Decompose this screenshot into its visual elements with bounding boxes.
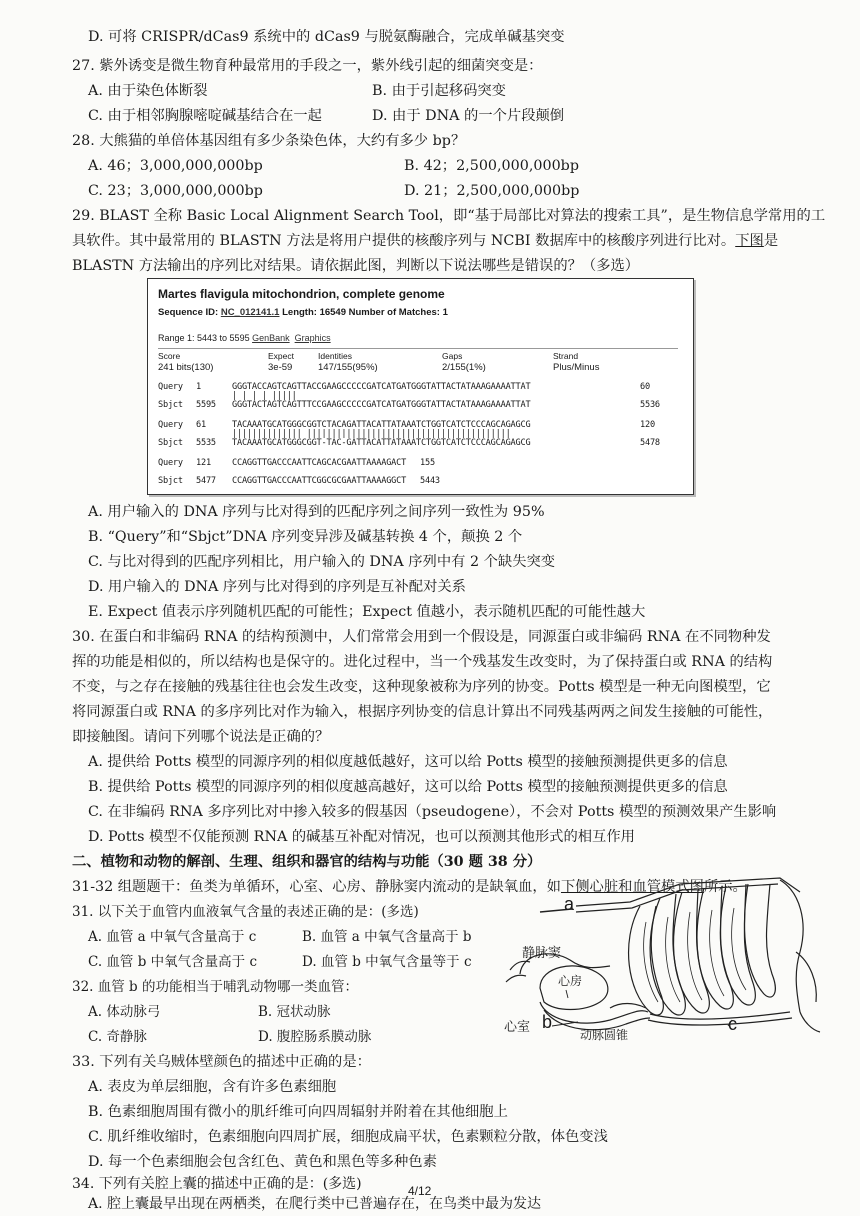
label-vessel-a: a: [564, 894, 575, 914]
subject-sequence: TACAAATGCATGGGCGGT-TAC-GATTACATTATAAATCTGGTCATCTCCCAGCAGAGCG: [232, 438, 531, 448]
q34-stem: 34. 下列有关腔上囊的描述中正确的是：(多选): [72, 1176, 362, 1192]
q29-option-e: E. Expect 值表示序列随机匹配的可能性；Expect 值越小，表示随机匹配的可能性越大: [88, 604, 646, 620]
q32-stem: 32. 血管 b 的功能相当于哺乳动物哪一类血管：: [72, 979, 358, 995]
q27-option-c: C. 由于相邻胸腺嘧啶碱基结合在一起: [88, 108, 322, 124]
blast-result-figure: [147, 278, 694, 495]
q30-option-a: A. 提供给 Potts 模型的同源序列的相似度越低越好，这可以给 Potts 模型的接触预测提供更多的信息: [88, 754, 728, 770]
row-start: 121: [196, 458, 211, 468]
row-label: Query: [158, 382, 183, 392]
match-line: |||||||||||||| |||||||||||||||||||||||||||||||||||||||||: [232, 429, 511, 439]
q30-option-d: D. Potts 模型不仅能预测 RNA 的碱基互补配对情况，也可以预测其他形式的相互作用: [88, 829, 635, 845]
q27-option-d: D. 由于 DNA 的一个片段颠倒: [372, 108, 565, 124]
row-end: 155: [420, 458, 435, 468]
genbank-link[interactable]: GenBank: [252, 333, 290, 343]
q30-stem-line5: 即接触图。请问下列哪个说法是正确的？: [72, 729, 330, 745]
label-ventricle: 心室: [504, 1019, 531, 1034]
q30-option-c: C. 在非编码 RNA 多序列比对中掺入较多的假基因（pseudogene），不会对 Potts 模型的预测效果产生影响: [88, 804, 777, 820]
q28-option-a: A. 46；3,000,000,000bp: [88, 158, 263, 174]
row-label: Sbjct: [158, 400, 183, 410]
q29-option-c: C. 与比对得到的匹配序列相比，用户输入的 DNA 序列中有 2 个缺失突变: [88, 554, 556, 570]
row-end: 5478: [640, 438, 660, 448]
q34-option-a: A. 腔上囊最早出现在两栖类，在爬行类中已普遍存在，在鸟类中最为发达: [88, 1196, 542, 1212]
q29-option-a: A. 用户输入的 DNA 序列与比对得到的匹配序列之间序列一致性为 95%: [88, 504, 545, 520]
score-header: Score: [158, 351, 181, 361]
identities-header: Identities: [318, 351, 353, 361]
match-line: | | | | |||||: [232, 391, 297, 401]
row-label: Query: [158, 420, 183, 430]
q27-stem: 27. 紫外诱变是微生物育种最常用的手段之一，紫外线引起的细菌突变是：: [72, 58, 543, 74]
q32-option-a: A. 体动脉弓: [88, 1004, 161, 1020]
q27-option-b: B. 由于引起移码突变: [372, 83, 506, 99]
row-start: 5477: [196, 476, 216, 486]
expect-header: Expect: [268, 351, 294, 361]
gaps-value: 2/155(1%): [442, 362, 486, 373]
q29-stem-line1: 29. BLAST 全称 Basic Local Alignment Search Tool，即“基于局部比对算法的搜索工具”，是生物信息学常用的工: [72, 208, 826, 224]
q31-option-d: D. 血管 b 中氧气含量等于 c: [302, 954, 472, 970]
label-vessel-b: b: [542, 1012, 553, 1032]
q32-option-c: C. 奇静脉: [88, 1029, 147, 1045]
row-end: 5536: [640, 400, 660, 410]
q30-stem-line1: 30. 在蛋白和非编码 RNA 的结构预测中，人们常常会用到一个假设是，同源蛋白或非编码 RNA 在不同物种发: [72, 629, 771, 645]
q31-option-c: C. 血管 b 中氧气含量高于 c: [88, 954, 258, 970]
score-value: 241 bits(130): [158, 362, 214, 373]
q30-stem-line2: 挥的功能是相似的，所以结构也是保守的。进化过程中，当一个残基发生改变时，为了保持蛋白或 RNA 的结构: [72, 654, 773, 670]
q29-stem-line2: 具软件。其中最常用的 BLASTN 方法是将用户提供的核酸序列与 NCBI 数据库中的核酸序列进行比对。下图是: [72, 233, 779, 249]
q33-option-d: D. 每一个色素细胞会包含红色、黄色和黑色等多种色素: [88, 1154, 437, 1170]
row-end: 5443: [420, 476, 440, 486]
q32-option-d: D. 腹腔肠系膜动脉: [258, 1029, 372, 1045]
subject-sequence: GGGTACTAGTCAGTTTCCGAAGCCCCCGATCATGATGGGTATTACTATAAAGAAAATTAT: [232, 400, 531, 410]
expect-value: 3e-59: [268, 362, 293, 373]
q26-option-d: D. 可将 CRISPR/dCas9 系统中的 dCas9 与脱氨酶融合，完成单碱基突变: [88, 29, 565, 45]
gaps-header: Gaps: [442, 351, 463, 361]
q32-option-b: B. 冠状动脉: [258, 1004, 331, 1020]
page-number: 4/12: [408, 1184, 432, 1198]
q30-stem-line4: 将同源蛋白或 RNA 的多序列比对作为输入，根据序列协变的信息计算出不同残基两两之间发生接触的可能性，: [72, 704, 773, 720]
q27-option-a: A. 由于染色体断裂: [88, 83, 208, 99]
label-atrium: 心房: [558, 974, 583, 988]
row-label: Sbjct: [158, 438, 183, 448]
row-start: 1: [196, 382, 201, 392]
q29-option-b: B. “Query”和“Sbjct”DNA 序列变异涉及碱基转换 4 个，颠换 2 个: [88, 529, 523, 545]
section-2-heading: 二、植物和动物的解剖、生理、组织和器官的结构与功能（30 题 38 分）: [72, 854, 542, 870]
blast-seq-id-line: Sequence ID: NC_012141.1 Length: 16549 Number of Matches: 1: [158, 307, 448, 318]
row-end: 120: [640, 420, 655, 430]
label-sinus-venosus: 静脉窦: [522, 945, 562, 960]
q28-option-c: C. 23；3,000,000,000bp: [88, 183, 263, 199]
label-vessel-c: c: [728, 1014, 737, 1034]
q30-option-b: B. 提供给 Potts 模型的同源序列的相似度越高越好，这可以给 Potts 模型的接触预测提供更多的信息: [88, 779, 728, 795]
graphics-link[interactable]: Graphics: [294, 333, 331, 343]
q28-option-d: D. 21；2,500,000,000bp: [404, 183, 580, 199]
row-start: 5595: [196, 400, 216, 410]
strand-header: Strand: [553, 351, 579, 361]
q29-stem-line3: BLASTN 方法输出的序列比对结果。请依据此图，判断以下说法哪些是错误的？（多选）: [72, 258, 640, 274]
q28-option-b: B. 42；2,500,000,000bp: [404, 158, 579, 174]
query-sequence: TACAAATGCATGGGCGGTCTACAGATTACATTATAAATCTGGTCATCTCCCAGCAGAGCG: [232, 420, 531, 430]
q28-stem: 28. 大熊猫的单倍体基因组有多少条染色体，大约有多少 bp？: [72, 133, 466, 149]
row-label: Sbjct: [158, 476, 183, 486]
label-conus-arteriosus: 动脉圆锥: [580, 1028, 629, 1042]
q29-option-d: D. 用户输入的 DNA 序列与比对得到的序列是互补配对关系: [88, 579, 466, 595]
row-label: Query: [158, 458, 183, 468]
seq-id-link[interactable]: NC_012141.1: [220, 307, 280, 318]
fish-heart-diagram: [500, 862, 830, 1048]
query-sequence: CCAGGTTGACCCAATTCAGCACGAATTAAAAGACT: [232, 458, 407, 468]
q31-option-b: B. 血管 a 中氧气含量高于 b: [302, 929, 472, 945]
blast-title: Martes flavigula mitochondrion, complete genome: [158, 287, 445, 301]
q33-option-b: B. 色素细胞周围有微小的肌纤维可向四周辐射并附着在其他细胞上: [88, 1104, 508, 1120]
row-start: 61: [196, 420, 206, 430]
header-divider: [158, 348, 678, 349]
q33-option-c: C. 肌纤维收缩时，色素细胞向四周扩展，细胞成扁平状，色素颗粒分散，体色变浅: [88, 1129, 608, 1145]
q31-stem: 31. 以下关于血管内血液氧气含量的表述正确的是：(多选): [72, 904, 419, 920]
row-end: 60: [640, 382, 650, 392]
row-start: 5535: [196, 438, 216, 448]
subject-sequence: CCAGGTTGACCCAATTCGGCGCGAATTAAAAGGCT: [232, 476, 407, 486]
strand-value: Plus/Minus: [553, 362, 600, 373]
identities-value: 147/155(95%): [318, 362, 378, 373]
blast-range-line: Range 1: 5443 to 5595 GenBank Graphics: [158, 333, 331, 343]
q31-option-a: A. 血管 a 中氧气含量高于 c: [88, 929, 257, 945]
q33-stem: 33. 下列有关乌贼体壁颜色的描述中正确的是：: [72, 1054, 371, 1070]
query-sequence: GGGTACCAGTCAGTTACCGAAGCCCCCGATCATGATGGGTATTACTATAAAGAAAATTAT: [232, 382, 531, 392]
q31-32-group-stem: 31-32 组题题干：鱼类为单循环，心室、心房、静脉窦内流动的是缺氧血，如下侧心脏和血管模式图所示。: [72, 879, 747, 895]
q30-stem-line3: 不变，与之存在接触的残基往往也会发生改变，这种现象被称为序列的协变。Potts 模型是一种无向图模型，它: [72, 679, 771, 695]
q33-option-a: A. 表皮为单层细胞，含有许多色素细胞: [88, 1079, 337, 1095]
